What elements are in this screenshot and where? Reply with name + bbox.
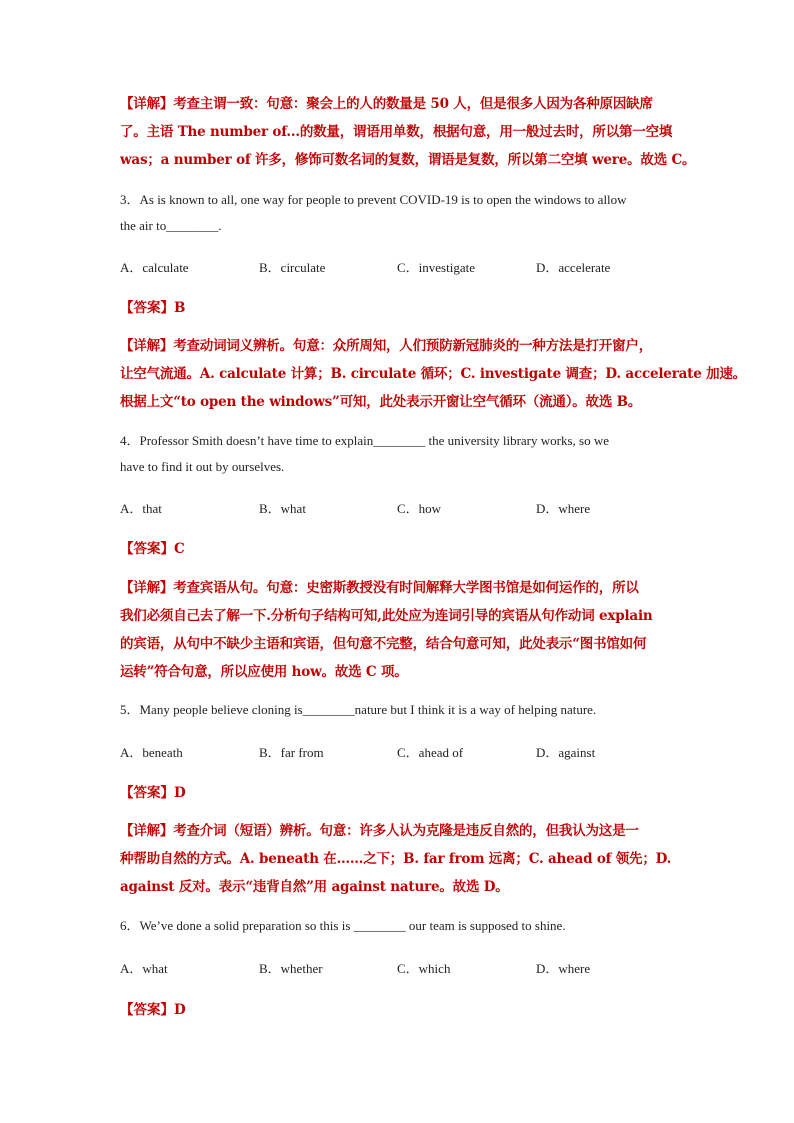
q2-explanation-line-1: 【详解】考查主谓一致：句意：聚会上的人的数量是 50 人，但是很多人因为各种原因缺席: [120, 96, 653, 112]
q6-stem-line-1: 6．We’ve done a solid preparation so this is ________ our team is supposed to shine.: [120, 918, 566, 933]
q2-explanation-line-3: was；a number of 许多，修饰可数名词的复数，谓语是复数，所以第二空填 were。故选 C。: [120, 152, 696, 168]
q5-explanation-line-3: against 反对。表示“违背自然”用 against nature。故选 D。: [120, 879, 509, 895]
q4-option-d: D．where: [536, 501, 591, 516]
q4-answer: 【答案】C: [120, 541, 185, 557]
q4-option-c: C．how: [397, 501, 442, 516]
q5-stem: [120, 697, 680, 723]
q5-options: [120, 742, 680, 762]
q3-explanation: [120, 332, 746, 416]
q3-option-b: B．circulate: [259, 260, 326, 275]
q5-stem-line-1: 5．Many people believe cloning is________nature but I think it is a way of helping nature.: [120, 702, 597, 717]
q4-stem-line-2: have to find it out by ourselves.: [120, 459, 285, 474]
q6-option-a: A．what: [120, 961, 168, 976]
q4-explanation-line-4: 运转”符合句意，所以应使用 how。故选 C 项。: [120, 664, 408, 680]
q6-options: [120, 958, 680, 978]
q2-explanation-line-2: 了。主语 The number of...的数量，谓语用单数，根据句意，用一般过去时，所以第一空填: [120, 124, 673, 140]
q3-explanation-line-2: 让空气流通。A. calculate 计算；B. circulate 循环；C. investigate 调查；D. accelerate 加速。: [120, 366, 746, 382]
q4-explanation-line-2: 我们必须自己去了解一下.分析句子结构可知,此处应为连词引导的宾语从句作动词 explain: [120, 608, 653, 624]
q6-option-b: B．whether: [259, 961, 323, 976]
q5-option-d: D．against: [536, 745, 596, 760]
q4-stem-line-1: 4．Professor Smith doesn’t have time to explain________ the university library works, so we: [120, 433, 609, 448]
q4-explanation-line-1: 【详解】考查宾语从句。句意：史密斯教授没有时间解释大学图书馆是如何运作的，所以: [120, 580, 639, 596]
q4-option-b: B．what: [259, 501, 306, 516]
q3-stem-line-2: the air to________.: [120, 218, 222, 233]
q4-options: [120, 498, 680, 518]
q4-explanation-line-3: 的宾语，从句中不缺少主语和宾语，但句意不完整，结合句意可知，此处表示“图书馆如何: [120, 636, 647, 652]
q6-stem: [120, 913, 680, 939]
q3-option-a: A．calculate: [120, 260, 189, 275]
q5-option-a: A．beneath: [120, 745, 183, 760]
q5-explanation-line-1: 【详解】考查介词（短语）辨析。句意：许多人认为克隆是违反自然的，但我认为这是一: [120, 823, 639, 839]
q6-option-c: C．which: [397, 961, 451, 976]
q3-stem: [120, 187, 680, 239]
q5-explanation: [120, 817, 680, 901]
q3-answer: 【答案】B: [120, 300, 186, 316]
q4-option-a: A．that: [120, 501, 162, 516]
q6-option-d: D．where: [536, 961, 591, 976]
q2-explanation: [120, 90, 696, 174]
q5-option-b: B．far from: [259, 745, 324, 760]
q4-stem: [120, 428, 680, 480]
q4-explanation: [120, 574, 680, 686]
q6-answer: 【答案】D: [120, 1002, 186, 1018]
q5-option-c: C．ahead of: [397, 745, 464, 760]
q3-option-c: C．investigate: [397, 260, 475, 275]
q3-stem-line-1: 3．As is known to all, one way for people to prevent COVID-19 is to open the windows to allow: [120, 192, 627, 207]
q3-explanation-line-1: 【详解】考查动词词义辨析。句意：众所周知，人们预防新冠肺炎的一种方法是打开窗户，: [120, 338, 652, 354]
q3-option-d: D．accelerate: [536, 260, 611, 275]
q5-answer: 【答案】D: [120, 785, 186, 801]
q5-explanation-line-2: 种帮助自然的方式。A. beneath 在……之下；B. far from 远离；C. ahead of 领先；D.: [120, 851, 672, 867]
q3-options: [120, 257, 680, 277]
q3-explanation-line-3: 根据上文“to open the windows”可知，此处表示开窗让空气循环（流通）。故选 B。: [120, 394, 642, 410]
